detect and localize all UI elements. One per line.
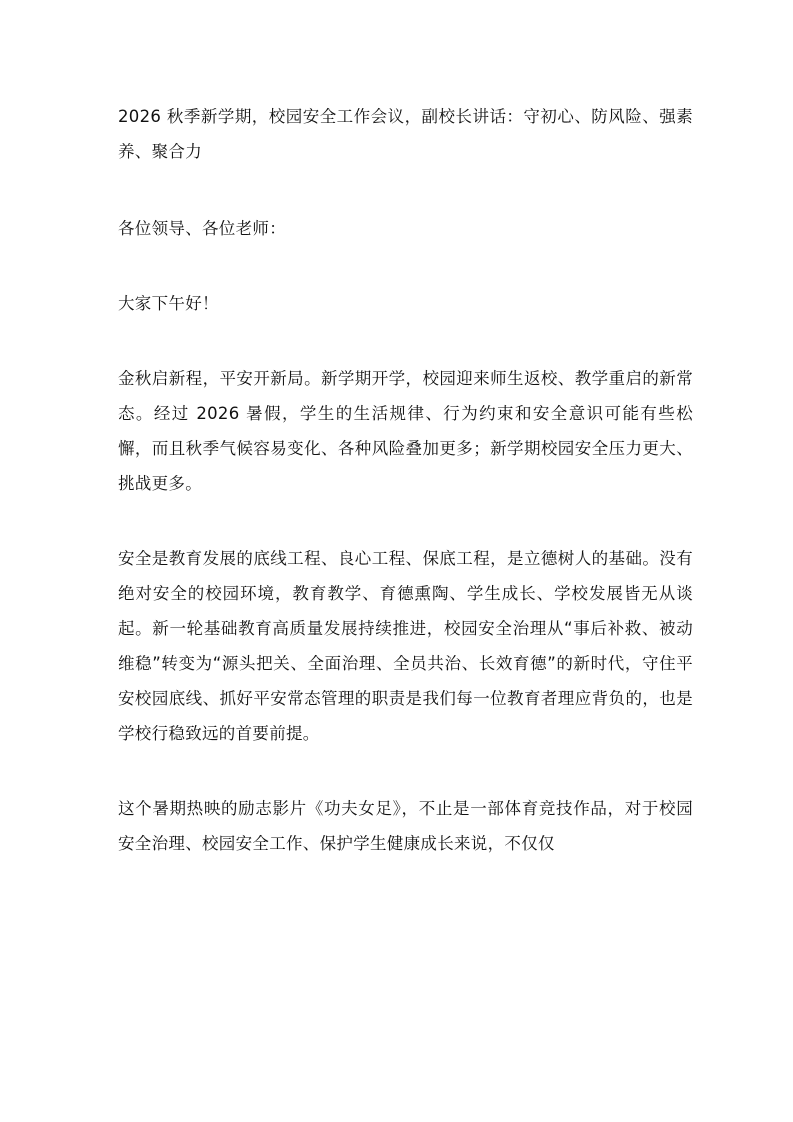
- paragraph-3: 这个暑期热映的励志影片《功夫女足》，不止是一部体育竞技作品，对于校园安全治理、校园安全工作、保护学生健康成长来说，不仅仅: [118, 799, 693, 853]
- document-title: 2026 秋季新学期，校园安全工作会议，副校长讲话：守初心、防风险、强素养、聚合力: [118, 107, 693, 161]
- salutation: 各位领导、各位老师：: [118, 219, 286, 238]
- paragraph-2: 安全是教育发展的底线工程、良心工程、保底工程，是立德树人的基础。没有绝对安全的校园环境，教育教学、育德熏陶、学生成长、学校发展皆无从谈起。新一轮基础教育高质量发展持续推进，校园安全治理从“事后补救、被动维稳”转变为“源头把关、全面治理、全员共治、长效育德”的新时代，守住平安校园底线、抓好平安常态管理的职责是我们每一位教育者理应背负的，也是学校行稳致远的首要前提。: [118, 549, 693, 743]
- paragraph-1: 金秋启新程，平安开新局。新学期开学，校园迎来师生返校、教学重启的新常态。经过 2026 暑假，学生的生活规律、行为约束和安全意识可能有些松懈，而且秋季气候容易变化、各种风险叠加更多；新学期校园安全压力更大、挑战更多。: [118, 369, 693, 493]
- greeting: 大家下午好！: [118, 294, 219, 313]
- document-body: [118, 99, 693, 901]
